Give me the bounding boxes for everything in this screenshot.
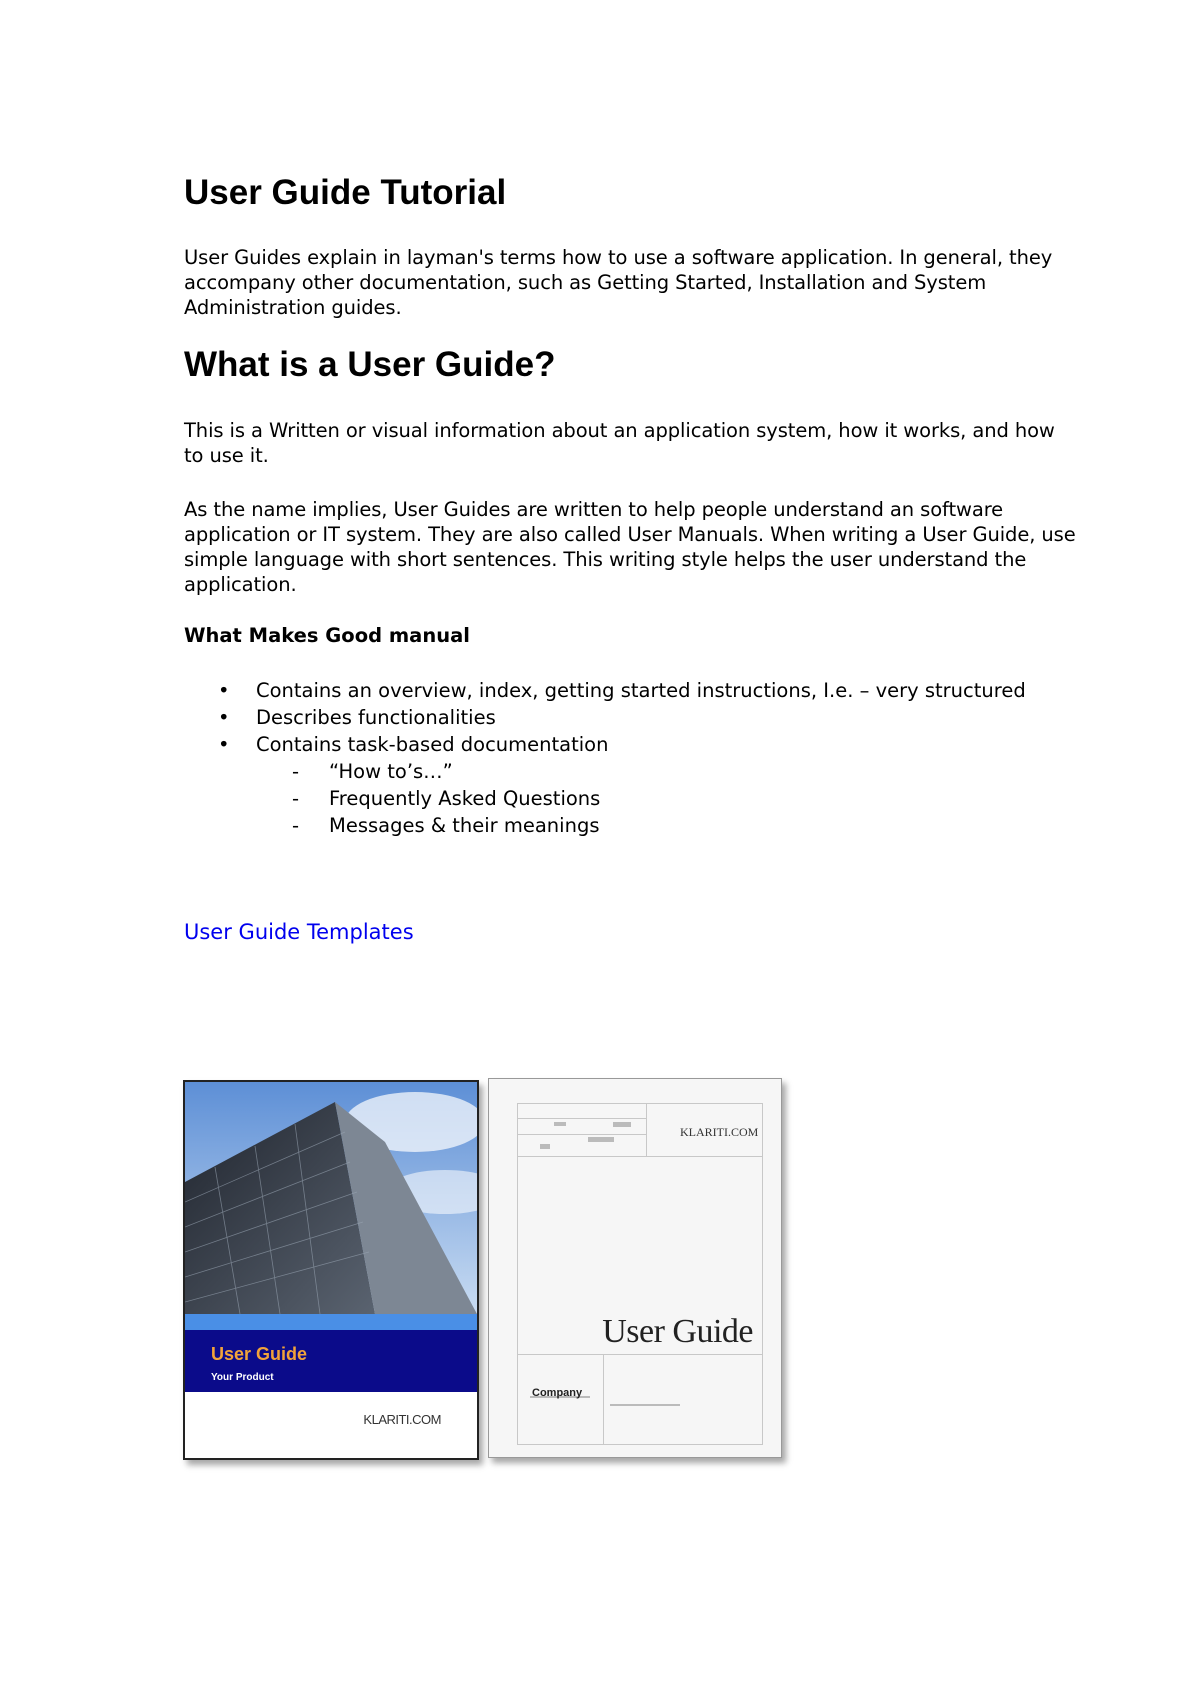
frame-divider (518, 1134, 646, 1135)
templates-link[interactable]: User Guide Templates (184, 920, 414, 944)
explanation-line: simple language with short sentences. This writing style helps the user understand the (184, 548, 1027, 571)
field-box (613, 1122, 631, 1127)
sub-list-item-text: Frequently Asked Questions (329, 787, 601, 810)
dash-icon: - (292, 814, 300, 837)
section-heading: What is a User Guide? (184, 345, 556, 384)
explanation-line: As the name implies, User Guides are written to help people understand an software (184, 498, 1004, 521)
template-cover-plain[interactable] (488, 1078, 782, 1458)
frame-divider (518, 1354, 762, 1355)
frame-divider (518, 1156, 762, 1157)
cover-accent-band (185, 1314, 477, 1330)
definition-line: to use it. (184, 444, 269, 467)
cover-subtitle: Your Product (211, 1372, 274, 1383)
subheading: What Makes Good manual (184, 624, 470, 647)
explanation-line: application or IT system. They are also called User Manuals. When writing a User Guide, use (184, 523, 1076, 546)
sub-list-item (184, 812, 1026, 839)
sub-list-item-text: Messages & their meanings (329, 814, 600, 837)
field-box (540, 1144, 550, 1149)
list-item-text: Contains an overview, index, getting started instructions, I.e. – very structured (256, 679, 1026, 702)
list-item-text: Describes functionalities (256, 706, 496, 729)
definition-paragraph (184, 418, 1144, 468)
sub-list-item (184, 758, 1026, 785)
cover-company: Company (532, 1387, 583, 1399)
bullet-icon: • (218, 706, 230, 729)
list-item (184, 677, 1026, 704)
sub-list-item-text: “How to’s…” (329, 760, 453, 783)
list-item (184, 704, 1026, 731)
frame-divider (603, 1354, 604, 1444)
bullet-icon: • (218, 679, 230, 702)
cover-title: User Guide (602, 1313, 753, 1350)
dash-icon: - (292, 760, 300, 783)
intro-paragraph (184, 245, 1144, 320)
explanation-paragraph (184, 497, 1144, 597)
template-previews (183, 1080, 803, 1470)
feature-list (184, 677, 1026, 839)
intro-line: User Guides explain in layman's terms how to use a software application. In general, they (184, 246, 1053, 269)
dash-icon: - (292, 787, 300, 810)
intro-line: Administration guides. (184, 296, 402, 319)
field-box (588, 1137, 614, 1142)
field-box (610, 1404, 680, 1406)
sub-list (184, 758, 1026, 839)
list-item (184, 731, 1026, 839)
cover-brand: KLARITI.COM (680, 1125, 759, 1139)
explanation-line: application. (184, 573, 297, 596)
definition-line: This is a Written or visual information about an application system, how it works, and how (184, 419, 1055, 442)
bullet-icon: • (218, 733, 230, 756)
frame-divider (646, 1104, 647, 1156)
cover-brand: KLARITI.COM (363, 1412, 441, 1427)
field-box (554, 1122, 566, 1126)
template-cover-blue[interactable] (183, 1080, 479, 1460)
intro-line: accompany other documentation, such as Getting Started, Installation and System (184, 271, 987, 294)
building-photo-icon (185, 1082, 477, 1314)
sub-list-item (184, 785, 1026, 812)
page-title: User Guide Tutorial (184, 173, 507, 212)
list-item-text: Contains task-based documentation (256, 733, 609, 756)
cover-title: User Guide (211, 1344, 308, 1364)
frame-divider (518, 1118, 646, 1119)
